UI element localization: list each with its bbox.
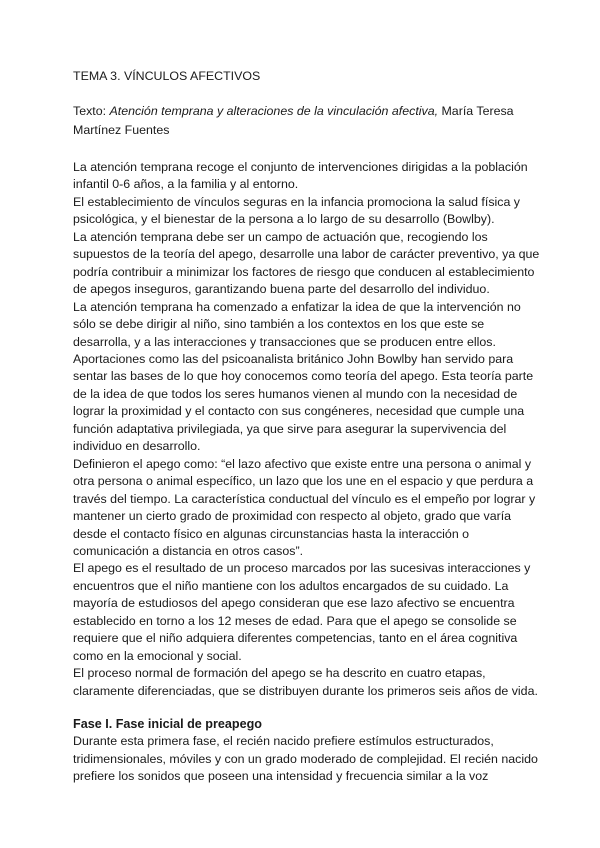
- paragraph: El apego es el resultado de un proceso marcados por las sucesivas interacciones y encuentros que el niño mantiene con los adultos encargados de su cuidado. La mayoría de estudiosos del apego consideran que ese lazo afectivo se encuentra establecido en torno a los 12 meses de edad. Para que el apego se consolide se requiere que el niño adquiera diferentes competencias, tanto en el área cognitiva como en la emocional y social.: [73, 561, 531, 663]
- paragraph: El establecimiento de vínculos seguras en la infancia promociona la salud física y psicológica, y el bienestar de la persona a lo largo de su desarrollo (Bowlby).: [73, 194, 520, 227]
- paragraph: La atención temprana debe ser un campo de actuación que, recogiendo los supuestos de la teoría del apego, desarrolle una labor de carácter preventivo, ya que podría contribuir a minimizar los factores de riesgo que conducen al establecimiento de apegos inseguros, garantizando buena parte del desarrollo del individuo.: [73, 229, 540, 297]
- source-title: Atención temprana y alteraciones de la vinculación afectiva,: [109, 104, 439, 118]
- source-prefix: Texto:: [73, 104, 110, 118]
- paragraph: Aportaciones como las del psicoanalista británico John Bowlby han servido para sentar las bases de lo que hoy conocemos como teoría del apego. Esta teoría parte de la idea de que todos los seres humanos vienen al mundo con la necesidad de lograr la proximidad y el contacto con sus congéneres, necesidad que cumple una función adaptativa privilegiada, ya que sirve para asegurar la supervivencia del individuo en desarrollo.: [73, 351, 534, 454]
- document-page: [73, 68, 543, 785]
- paragraph: Definieron el apego como: “el lazo afectivo que existe entre una persona o animal y otra persona o animal específico, un lazo que los une en el espacio y que perdura a través del tiempo. La característica conductual del vínculo es el empeño por lograr y mantener un cierto grado de proximidad con respecto al objeto, grado que varía desde el contacto físico en algunas circunstancias hasta la interacción o comunicación a distancia en otros casos”.: [73, 456, 536, 558]
- section-heading: Fase I. Fase inicial de preapego: [73, 717, 262, 732]
- source-author: María Teresa Martínez Fuentes: [73, 104, 514, 137]
- body-text: [73, 159, 543, 700]
- source-citation: [73, 102, 543, 140]
- topic-title: TEMA 3. VÍNCULOS AFECTIVOS: [73, 69, 261, 83]
- paragraph: La atención temprana recoge el conjunto de intervenciones dirigidas a la población infantil 0-6 años, a la familia y al entorno.: [73, 160, 528, 192]
- section-paragraph: Durante esta primera fase, el recién nacido prefiere estímulos estructurados, tridimensionales, móviles y con un grado moderado de complejidad. El recién nacido prefiere los sonidos que poseen una intensidad y frecuencia similar a la voz: [73, 734, 538, 783]
- paragraph: La atención temprana ha comenzado a enfatizar la idea de que la intervención no sólo se debe dirigir al niño, sino también a los contextos en los que este se desarrolla, y a las interacciones y transacciones que se producen entre ellos.: [73, 299, 521, 349]
- paragraph: El proceso normal de formación del apego se ha descrito en cuatro etapas, claramente diferenciadas, que se distribuyen durante los primeros seis años de vida.: [73, 666, 538, 698]
